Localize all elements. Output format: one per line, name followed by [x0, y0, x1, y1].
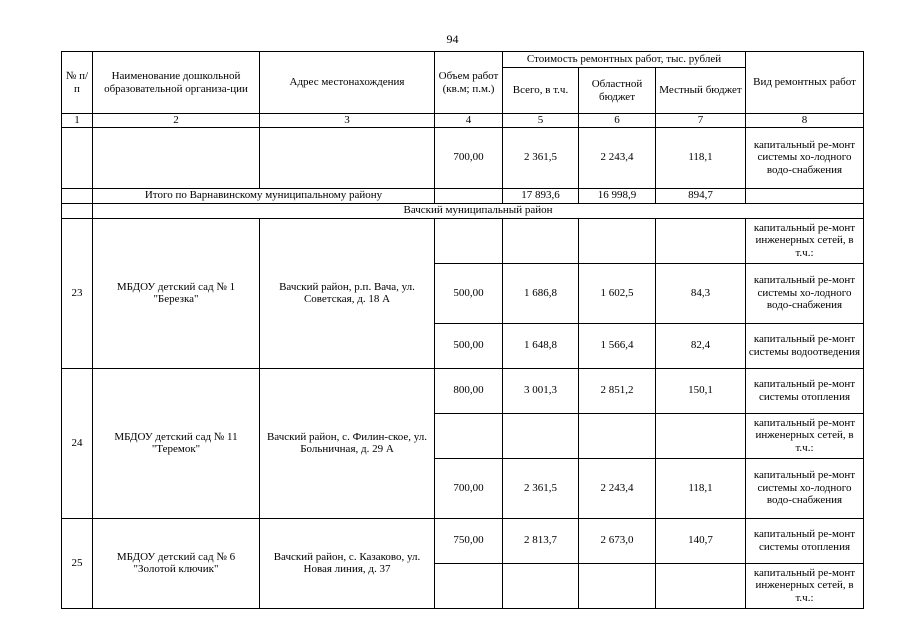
kind-cell: капитальный ре-монт инженерных сетей, в т.ч.:	[746, 218, 864, 263]
address-cell	[260, 127, 435, 188]
num-cell	[62, 127, 93, 188]
repair-costs-table	[61, 51, 864, 609]
column-number: 4	[435, 114, 503, 128]
total-cell: 3 001,3	[503, 368, 579, 413]
total-cell: 1 648,8	[503, 323, 579, 368]
header-local: Местный бюджет	[656, 68, 746, 114]
total-cell	[503, 563, 579, 608]
header-total: Всего, в т.ч.	[503, 68, 579, 114]
org-address: Вачский район, с. Филин-ское, ул. Больничная, д. 29 А	[260, 368, 435, 518]
total-cell: 17 893,6	[503, 188, 579, 203]
kind-cell	[746, 188, 864, 203]
column-number: 6	[579, 114, 656, 128]
total-cell: 2 361,5	[503, 458, 579, 518]
org-number: 24	[62, 368, 93, 518]
local-cell	[656, 413, 746, 458]
org-name: МБДОУ детский сад № 1 "Березка"	[93, 218, 260, 368]
kind-cell: капитальный ре-монт системы водоотведения	[746, 323, 864, 368]
header-kind: Вид ремонтных работ	[746, 52, 864, 114]
volume-cell	[435, 218, 503, 263]
local-cell: 118,1	[656, 458, 746, 518]
header-row-top	[62, 52, 864, 68]
column-number: 8	[746, 114, 864, 128]
num-cell	[62, 188, 93, 203]
local-cell: 894,7	[656, 188, 746, 203]
regional-cell	[579, 218, 656, 263]
continuation-row	[62, 127, 864, 188]
total-cell: 2 813,7	[503, 518, 579, 563]
kind-cell: капитальный ре-монт системы отопления	[746, 368, 864, 413]
local-cell	[656, 563, 746, 608]
local-cell: 140,7	[656, 518, 746, 563]
volume-cell	[435, 188, 503, 203]
volume-cell: 500,00	[435, 323, 503, 368]
kind-cell: капитальный ре-монт инженерных сетей, в т.ч.:	[746, 413, 864, 458]
regional-cell: 1 602,5	[579, 263, 656, 323]
column-number: 1	[62, 114, 93, 128]
header-num: № п/п	[62, 52, 93, 114]
kind-cell: капитальный ре-монт системы отопления	[746, 518, 864, 563]
table-row	[62, 368, 864, 413]
regional-cell: 2 243,4	[579, 127, 656, 188]
kind-cell: капитальный ре-монт инженерных сетей, в т.ч.:	[746, 563, 864, 608]
org-name: МБДОУ детский сад № 6 "Золотой ключик"	[93, 518, 260, 608]
volume-cell: 700,00	[435, 458, 503, 518]
kind-cell: капитальный ре-монт системы хо-лодного водо-снабжения	[746, 263, 864, 323]
local-cell: 82,4	[656, 323, 746, 368]
regional-cell	[579, 413, 656, 458]
district-row	[62, 203, 864, 218]
total-cell	[503, 218, 579, 263]
header-cost-group: Стоимость ремонтных работ, тыс. рублей	[503, 52, 746, 68]
total-cell: 2 361,5	[503, 127, 579, 188]
column-numbers-row	[62, 114, 864, 128]
table-row	[62, 218, 864, 263]
kind-cell: капитальный ре-монт системы хо-лодного водо-снабжения	[746, 127, 864, 188]
org-number: 25	[62, 518, 93, 608]
regional-cell: 2 673,0	[579, 518, 656, 563]
header-regional: Областной бюджет	[579, 68, 656, 114]
column-number: 3	[260, 114, 435, 128]
volume-cell: 500,00	[435, 263, 503, 323]
total-cell	[503, 413, 579, 458]
volume-cell	[435, 413, 503, 458]
kind-cell: капитальный ре-монт системы хо-лодного водо-снабжения	[746, 458, 864, 518]
header-address: Адрес местонахождения	[260, 52, 435, 114]
volume-cell: 800,00	[435, 368, 503, 413]
district-label: Вачский муниципальный район	[93, 203, 864, 218]
org-name: МБДОУ детский сад № 11 "Теремок"	[93, 368, 260, 518]
volume-cell	[435, 563, 503, 608]
local-cell: 150,1	[656, 368, 746, 413]
regional-cell: 2 851,2	[579, 368, 656, 413]
regional-cell: 1 566,4	[579, 323, 656, 368]
column-number: 5	[503, 114, 579, 128]
header-volume: Объем работ (кв.м; п.м.)	[435, 52, 503, 114]
volume-cell: 750,00	[435, 518, 503, 563]
regional-cell: 16 998,9	[579, 188, 656, 203]
org-number: 23	[62, 218, 93, 368]
column-number: 7	[656, 114, 746, 128]
page-number: 94	[446, 32, 459, 46]
subtotal-row	[62, 188, 864, 203]
total-cell: 1 686,8	[503, 263, 579, 323]
regional-cell: 2 243,4	[579, 458, 656, 518]
local-cell: 118,1	[656, 127, 746, 188]
name-cell	[93, 127, 260, 188]
subtotal-label: Итого по Варнавинскому муниципальному району	[93, 188, 435, 203]
volume-cell: 700,00	[435, 127, 503, 188]
num-cell	[62, 203, 93, 218]
table-row	[62, 518, 864, 563]
org-address: Вачский район, р.п. Вача, ул. Советская, д. 18 А	[260, 218, 435, 368]
header-name: Наименование дошкольной образовательной организа-ции	[93, 52, 260, 114]
column-number: 2	[93, 114, 260, 128]
regional-cell	[579, 563, 656, 608]
local-cell	[656, 218, 746, 263]
local-cell: 84,3	[656, 263, 746, 323]
org-address: Вачский район, с. Казаково, ул. Новая линия, д. 37	[260, 518, 435, 608]
